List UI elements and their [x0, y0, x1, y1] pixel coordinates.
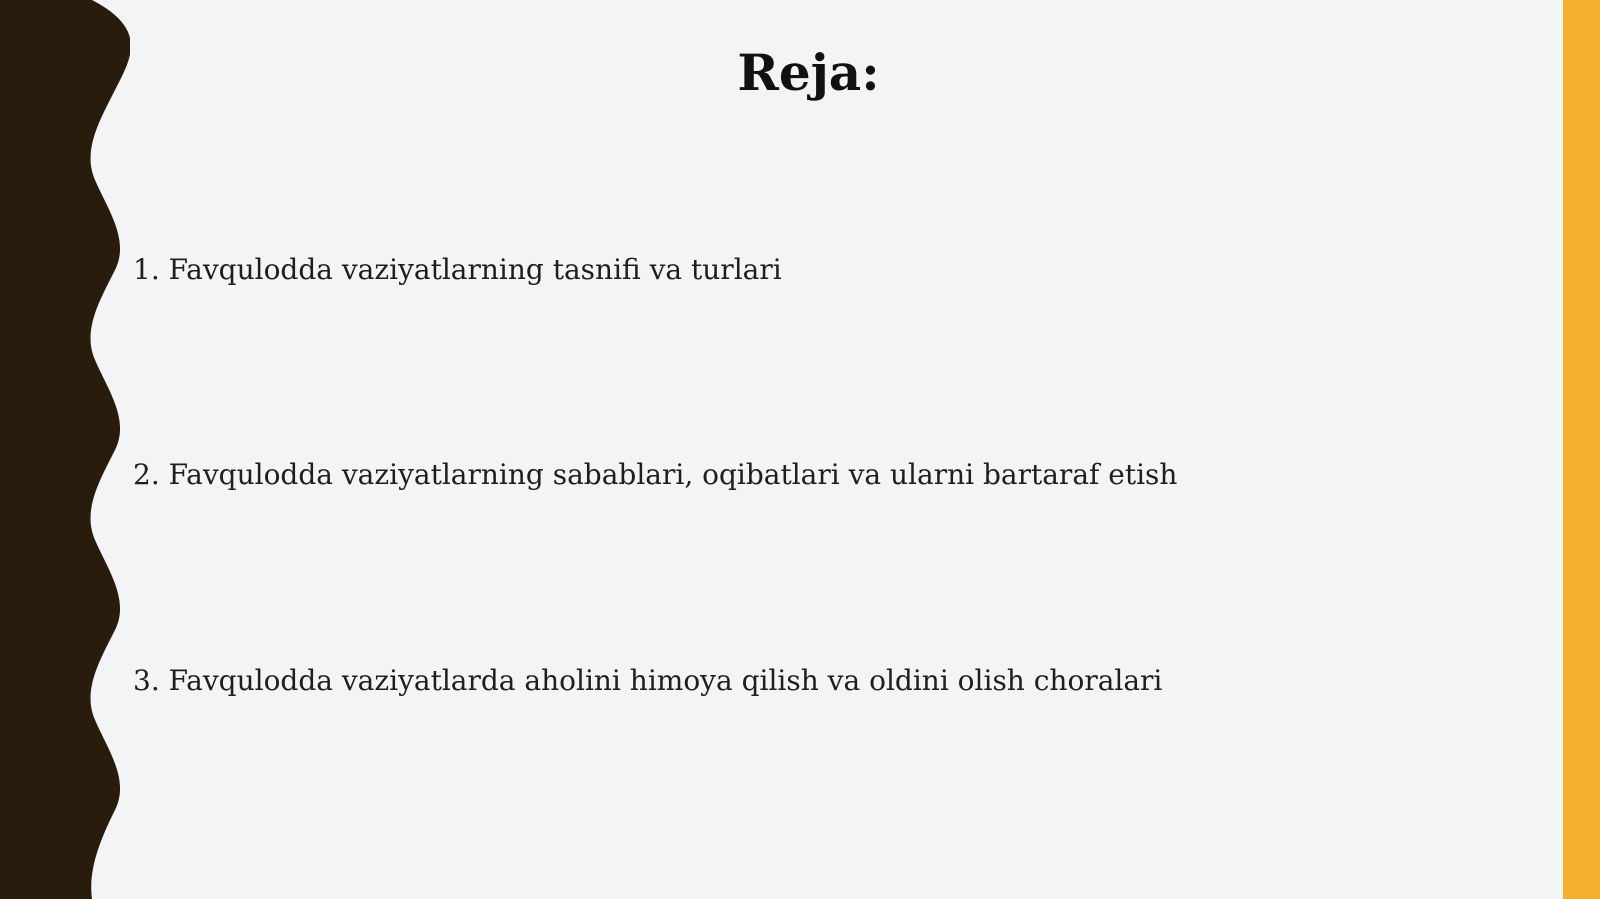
right-accent-bar	[1563, 0, 1600, 899]
plan-item-2: 2. Favqulodda vaziyatlarning sabablari, oqibatlari va ularni bartaraf etish	[133, 458, 1178, 491]
left-wavy-band	[0, 0, 130, 899]
slide-title: Reja:	[737, 43, 880, 102]
plan-item-1: 1. Favqulodda vaziyatlarning tasnifi va turlari	[133, 253, 782, 286]
left-wavy-band-shape	[0, 0, 130, 899]
plan-item-3: 3. Favqulodda vaziyatlarda aholini himoya qilish va oldini olish choralari	[133, 664, 1163, 697]
